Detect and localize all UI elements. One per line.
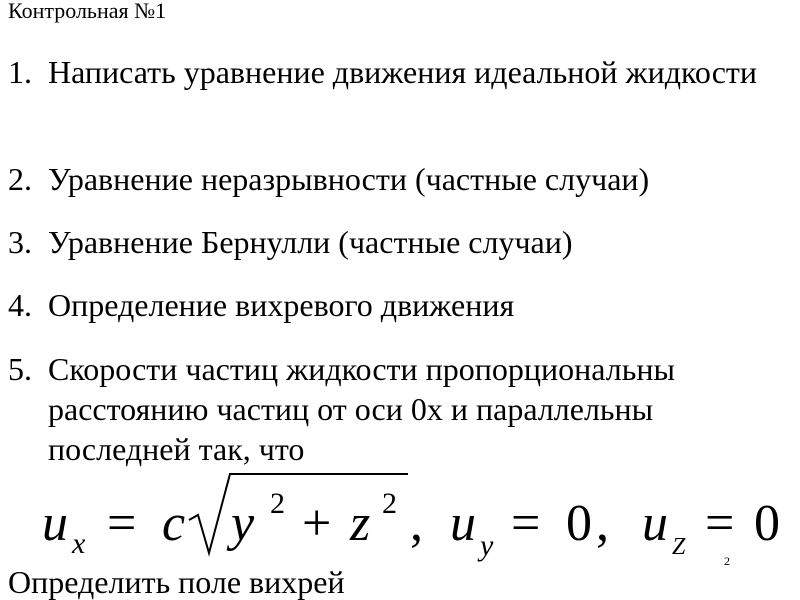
formula-uz-value: 0	[754, 495, 780, 552]
final-task-text: Определить поле вихрей	[8, 564, 345, 600]
formula-separator-1: ,	[410, 495, 423, 552]
formula-ux-symbol: u	[42, 495, 68, 552]
formula-y-exponent: 2	[270, 487, 285, 520]
formula-equals-2: =	[511, 495, 541, 552]
task-text: Уравнение неразрывности (частные случаи)	[48, 161, 650, 197]
formula-plus: +	[302, 495, 332, 552]
task-item	[8, 52, 768, 92]
page-number: 2	[724, 554, 730, 568]
formula-ux-subscript: x	[72, 527, 86, 560]
task-text: Написать уравнение движения идеальной жидкости	[48, 54, 757, 90]
formula-uz-subscript: Z	[672, 534, 686, 560]
task-number: 1.	[8, 54, 32, 90]
task-item	[8, 349, 768, 469]
task-number: 4.	[8, 287, 32, 323]
formula-uy-value: 0	[566, 495, 592, 552]
formula-constant: c	[162, 495, 186, 552]
task-text: Определение вихревого движения	[48, 287, 515, 323]
formula-equals-1: =	[107, 495, 137, 552]
formula-z-exponent: 2	[382, 487, 397, 520]
formula-y-variable: y	[231, 495, 255, 552]
task-text: Уравнение Бернулли (частные случаи)	[48, 224, 573, 260]
formula-uy-subscript: y	[480, 529, 494, 562]
task-number: 3.	[8, 224, 32, 260]
formula-equals-3: =	[705, 495, 735, 552]
task-number: 5.	[8, 351, 32, 387]
task-text: Скорости частиц жидкости пропорциональны расстоянию частиц от оси 0x и параллельны последней так, что	[48, 351, 675, 467]
task-item	[8, 222, 768, 262]
formula-uy-symbol: u	[450, 495, 476, 552]
slide-title: Контрольная №1	[8, 0, 167, 23]
formula-separator-2: ,	[596, 495, 609, 552]
square-root-sign	[189, 474, 408, 553]
formula-uz-symbol: u	[642, 495, 668, 552]
formula-z-variable: z	[350, 495, 371, 552]
task-number: 2.	[8, 161, 32, 197]
task-item	[8, 285, 768, 325]
task-item	[8, 159, 768, 199]
